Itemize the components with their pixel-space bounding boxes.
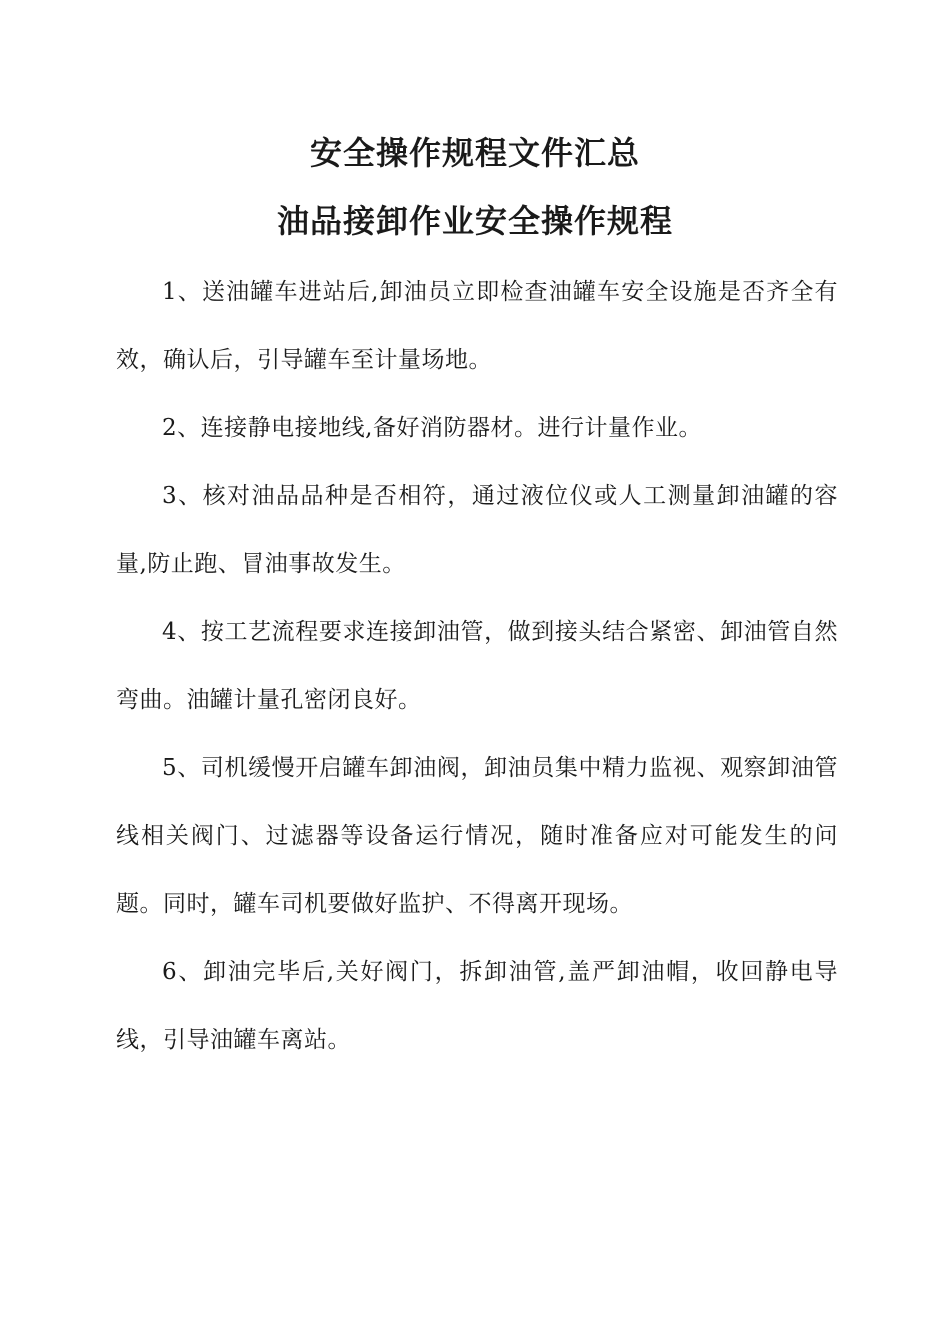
document-body	[116, 258, 838, 1074]
document-title: 安全操作规程文件汇总	[309, 134, 640, 172]
paragraph-1: 1、送油罐车进站后,卸油员立即检查油罐车安全设施是否齐全有效，确认后，引导罐车至计量场地。	[116, 279, 838, 373]
paragraph-3: 3、核对油品品种是否相符，通过液位仪或人工测量卸油罐的容量,防止跑、冒油事故发生。	[116, 483, 838, 577]
paragraph-2: 2、连接静电接地线,备好消防器材。进行计量作业。	[162, 415, 702, 441]
paragraph-4: 4、按工艺流程要求连接卸油管，做到接头结合紧密、卸油管自然弯曲。油罐计量孔密闭良好。	[116, 619, 838, 713]
paragraph-5: 5、司机缓慢开启罐车卸油阀，卸油员集中精力监视、观察卸油管线相关阀门、过滤器等设备运行情况，随时准备应对可能发生的问题。同时，罐车司机要做好监护、不得离开现场。	[116, 755, 838, 917]
paragraph-6: 6、卸油完毕后,关好阀门，拆卸油管,盖严卸油帽，收回静电导线，引导油罐车离站。	[116, 959, 838, 1053]
document-subtitle: 油品接卸作业安全操作规程	[276, 202, 673, 240]
